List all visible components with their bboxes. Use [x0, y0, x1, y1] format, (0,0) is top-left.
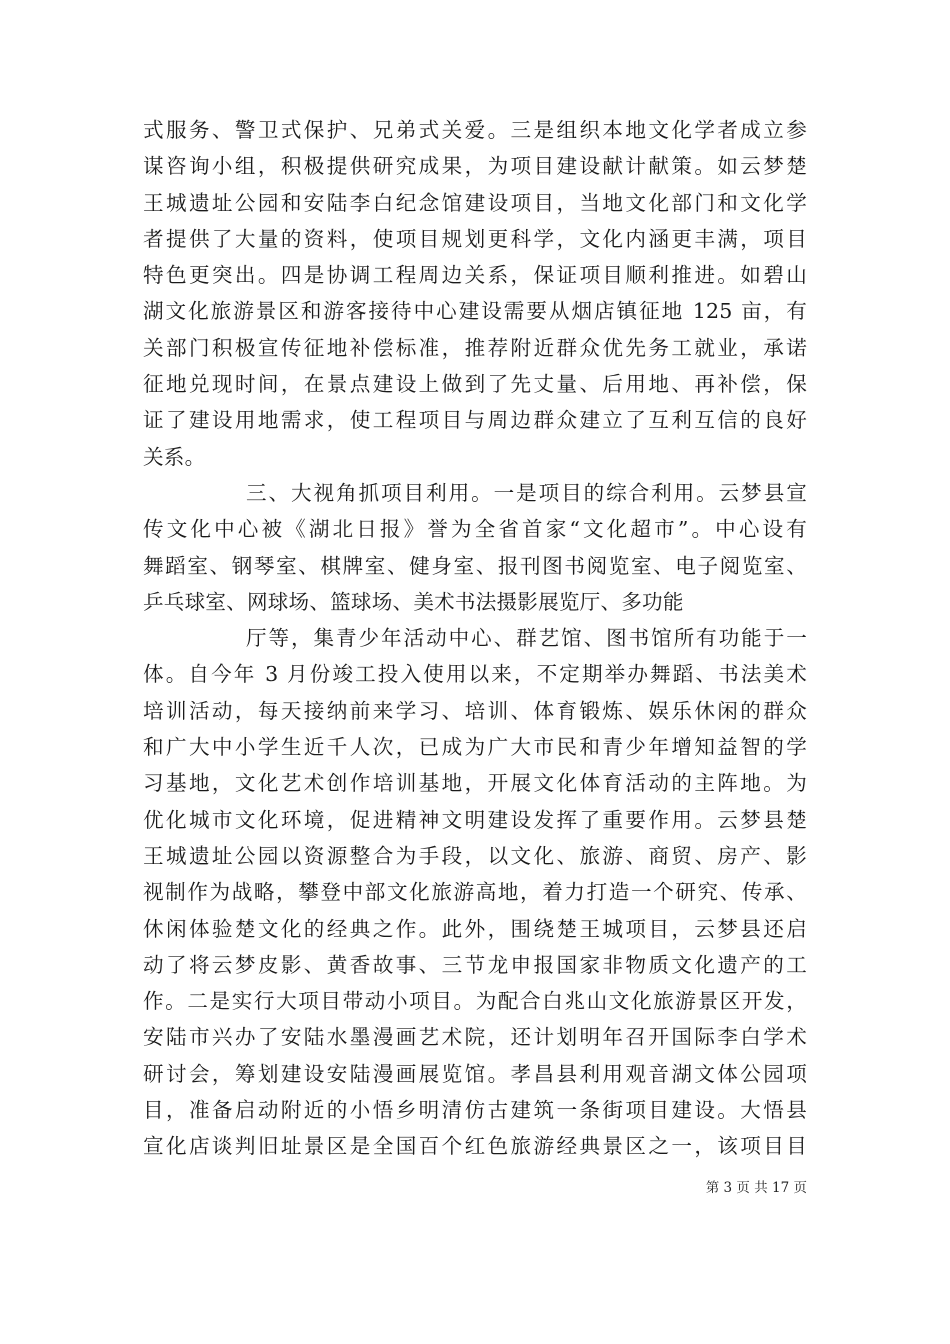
text-line: 征地兑现时间，在景点建设上做到了先丈量、后用地、再补偿，保 [143, 372, 807, 397]
text-line: 三、大视角抓项目利用。一是项目的综合利用。云梦县宣 [246, 480, 807, 505]
text-line: 式服务、警卫式保护、兄弟式关爱。三是组织本地文化学者成立参 [143, 118, 807, 142]
paragraph-2 [143, 475, 807, 620]
text-line: 休闲体验楚文化的经典之作。此外，围绕楚王城项目，云梦县还启 [143, 916, 807, 941]
text-line: 和广大中小学生近千人次，已成为广大市民和青少年增知益智的学 [143, 735, 807, 760]
text-line: 安陆市兴办了安陆水墨漫画艺术院，还计划明年召开国际李白学术 [143, 1025, 807, 1050]
text-line: 关部门积极宣传征地补偿标准，推荐附近群众优先务工就业，承诺 [143, 335, 807, 360]
page-number: 第 3 页 共 17 页 [705, 1180, 807, 1196]
text-line: 宣化店谈判旧址景区是全国百个红色旅游经典景区之一，该项目目 [143, 1134, 807, 1159]
text-line: 王城遗址公园以资源整合为手段，以文化、旅游、商贸、房产、影 [143, 843, 807, 868]
text-line: 视制作为战略，攀登中部文化旅游高地，着力打造一个研究、传承、 [143, 880, 807, 905]
text-line: 湖文化旅游景区和游客接待中心建设需要从烟店镇征地 125 亩，有 [143, 299, 807, 324]
text-line: 王城遗址公园和安陆李白纪念馆建设项目，当地文化部门和文化学 [143, 190, 807, 215]
text-line: 优化城市文化环境，促进精神文明建设发挥了重要作用。云梦县楚 [143, 807, 807, 832]
text-line: 目，准备启动附近的小悟乡明清仿古建筑一条街项目建设。大悟县 [143, 1098, 807, 1123]
paragraph-3 [143, 620, 807, 1164]
paragraph-1 [143, 112, 807, 475]
text-line: 特色更突出。四是协调工程周边关系，保证项目顺利推进。如碧山 [143, 263, 807, 288]
text-line: 动了将云梦皮影、黄香故事、三节龙申报国家非物质文化遗产的工 [143, 952, 807, 977]
text-line: 厅等，集青少年活动中心、群艺馆、图书馆所有功能于一 [246, 626, 807, 651]
text-line: 谋咨询小组，积极提供研究成果，为项目建设献计献策。如云梦楚 [143, 154, 807, 179]
text-line: 研讨会，筹划建设安陆漫画展览馆。孝昌县利用观音湖文体公园项 [143, 1061, 807, 1086]
text-line: 传文化中心被《湖北日报》誉为全省首家“文化超市”。中心设有 [143, 517, 807, 542]
text-line: 舞蹈室、钢琴室、棋牌室、健身室、报刊图书阅览室、电子阅览室、 [143, 553, 807, 578]
text-line: 证了建设用地需求，使工程项目与周边群众建立了互利互信的良好 [143, 408, 807, 433]
text-line: 者提供了大量的资料，使项目规划更科学，文化内涵更丰满，项目 [143, 226, 807, 251]
text-line: 关系。 [143, 444, 206, 469]
text-line: 培训活动，每天接纳前来学习、培训、体育锻炼、娱乐休闲的群众 [143, 698, 807, 723]
document-body [143, 112, 807, 1165]
text-line: 习基地，文化艺术创作培训基地，开展文化体育活动的主阵地。为 [143, 771, 807, 796]
text-line: 作。二是实行大项目带动小项目。为配合白兆山文化旅游景区开发， [143, 989, 807, 1014]
text-line: 体。自今年 3 月份竣工投入使用以来，不定期举办舞蹈、书法美术 [143, 662, 807, 687]
text-line: 乒乓球室、网球场、篮球场、美术书法摄影展览厅、多功能 [143, 589, 684, 614]
